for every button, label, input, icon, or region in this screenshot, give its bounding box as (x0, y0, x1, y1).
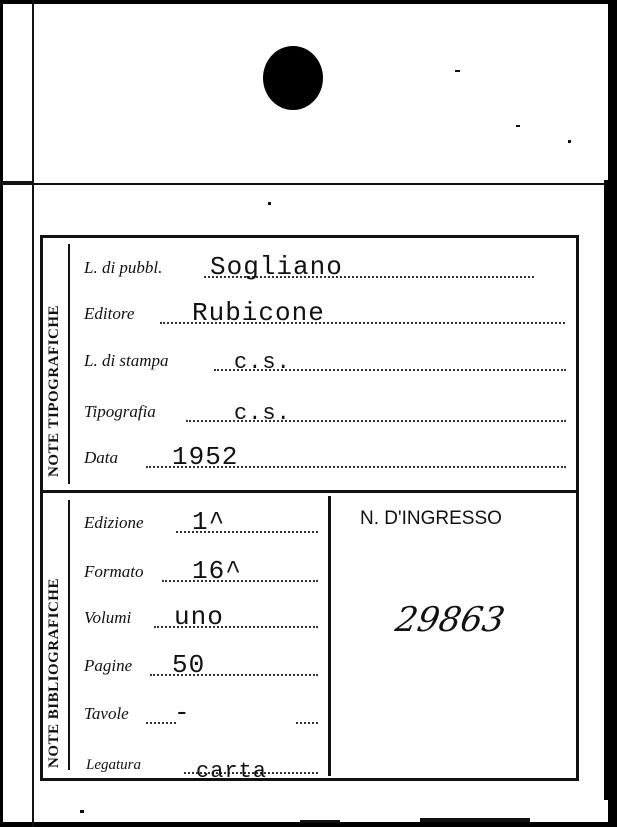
field-label: Data (84, 448, 118, 467)
field-label: L. di pubbl. (84, 258, 163, 277)
field-label: Tavole (84, 704, 129, 723)
field-legatura (86, 748, 320, 784)
field-luogo-stampa (84, 345, 568, 375)
note-bibliografiche-label: NOTE BIBLIOGRAFICHE (46, 578, 62, 768)
dust-speck (268, 202, 271, 205)
scan-edge-top (0, 0, 617, 4)
card-fold-line (0, 183, 605, 185)
field-label: Edizione (84, 513, 144, 532)
field-tipografia (84, 396, 568, 426)
field-value: 1952 (172, 442, 239, 472)
field-value: 16^ (192, 556, 242, 586)
ingresso-number-handwritten: 29863 (392, 600, 508, 640)
field-value: carta (196, 759, 268, 784)
field-value: Rubicone (192, 298, 325, 328)
field-volumi (84, 602, 320, 632)
field-value: uno (174, 602, 224, 632)
field-value: c.s. (234, 350, 291, 375)
card-fold-line-left (0, 181, 34, 183)
side-rule-bottom (68, 500, 70, 770)
ingresso-title: N. D'INGRESSO (360, 508, 502, 529)
field-pagine (84, 650, 320, 680)
field-luogo-pubblicazione (84, 252, 564, 282)
scan-edge-right-inner (604, 180, 608, 800)
dust-speck (568, 140, 571, 143)
field-data (84, 442, 568, 472)
field-value: - (174, 698, 191, 728)
field-label: Volumi (84, 608, 132, 627)
field-value: c.s. (234, 401, 291, 426)
scan-edge-right (608, 0, 617, 827)
column-divider (328, 496, 331, 776)
field-formato (84, 556, 320, 586)
field-value: 1^ (192, 507, 226, 537)
fill-line (146, 722, 176, 724)
field-label: Tipografia (84, 402, 156, 421)
punch-hole (263, 46, 323, 110)
field-editore (84, 298, 568, 328)
field-edizione (84, 507, 320, 537)
fill-line (296, 722, 318, 724)
card-margin-line (32, 0, 34, 827)
field-value: 50 (172, 650, 206, 680)
field-label: Formato (84, 562, 144, 581)
section-divider (40, 490, 576, 493)
field-label: Pagine (84, 656, 133, 675)
dust-speck (300, 820, 340, 823)
dust-speck (516, 125, 520, 127)
dust-speck (80, 810, 84, 813)
note-tipografiche-label: NOTE TIPOGRAFICHE (46, 305, 62, 477)
field-tavole (84, 698, 320, 728)
field-label: L. di stampa (84, 351, 169, 370)
dust-speck (420, 818, 530, 822)
scan-edge-left (0, 0, 3, 827)
field-label: Legatura (86, 757, 142, 773)
field-label: Editore (84, 304, 135, 323)
dust-speck (455, 70, 460, 72)
side-rule-top (68, 244, 70, 484)
record-frame-left (40, 238, 43, 778)
field-value: Sogliano (210, 252, 343, 282)
